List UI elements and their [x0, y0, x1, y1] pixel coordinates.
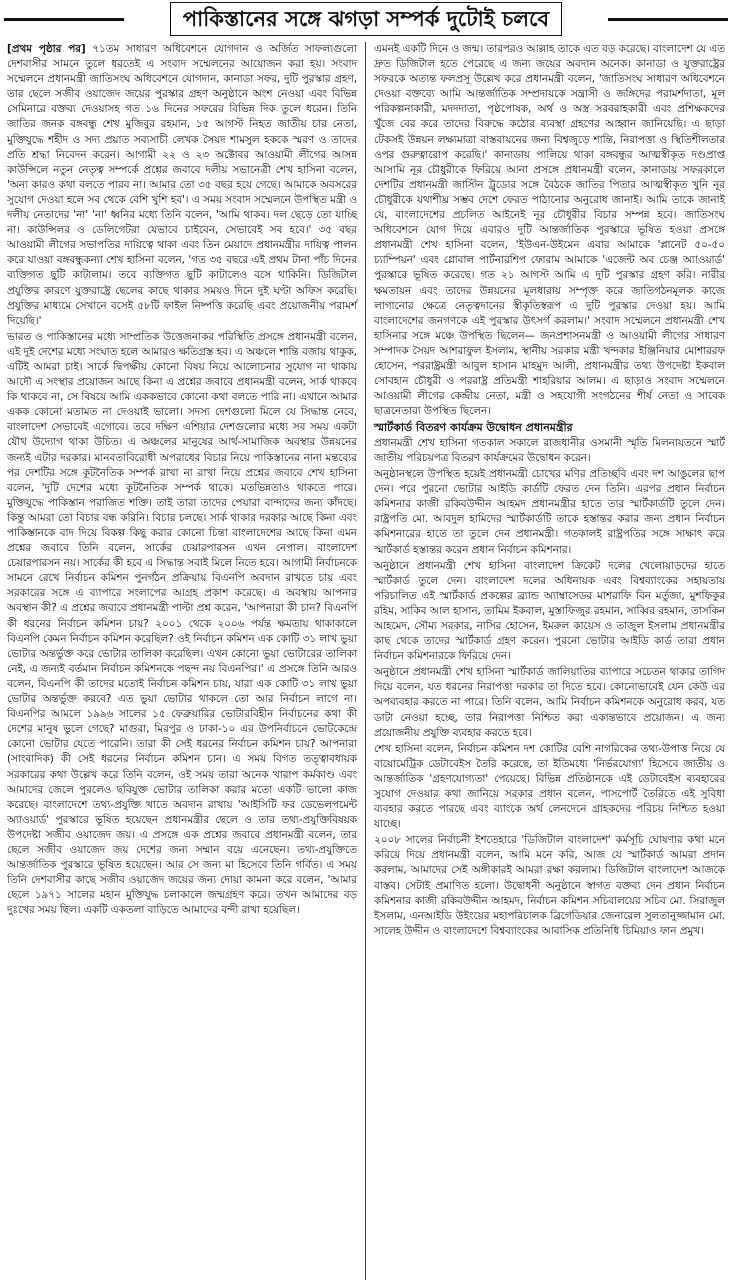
continued-label: [প্রথম পৃষ্ঠার পর]	[7, 43, 86, 55]
right-paragraph-3: অনুষ্ঠানস্থলে উপস্থিত হয়েই প্রধানমন্ত্রী চোখের মণির প্রতিচ্ছবি এবং দশ আঙুলের ছাপ দেন। পরে পুরনো ভোটার আইডি কার্ডটি ফেরত দেন তিনি। এরপর প্রধান নির্বাচন কমিশনার কাজী রকিবউদ্দীন আহমদ প্রধানমন্ত্রীর হাতে তার স্মার্টকার্ডটি তুলে দেন। রাষ্ট্রপতি মো. আবদুল হামিদের স্মার্টকার্ডটি তাকে হস্তান্তর করার জন্য প্রধান নির্বাচন কমিশনারের হাতে তা তুলে দেন প্রধানমন্ত্রী। গতকালই রাষ্ট্রপতির সঙ্গে সাক্ষাৎ করে স্মার্টকার্ড হস্তান্তর করেন প্রধান নির্বাচন কমিশনার।	[374, 468, 725, 556]
headline-rule-left	[4, 18, 124, 21]
left-column	[7, 42, 366, 1280]
left-paragraph-2: ভারত ও পাকিস্তানের মধ্যে সাম্প্রতিক উত্তেজনাকর পরিস্থিতি প্রসঙ্গে প্রধানমন্ত্রী বলেন, এই দুই দেশের মধ্যে সংঘাত হলে আমারও ক্ষতিগ্রস্ত হব। এ অঞ্চলে শান্তি বজায় থাকুক, এটিই আমরা চাই। সার্কে দ্বিপক্ষীয় কোনো বিষয় নিয়ে আলোচনার সুযোগ না থাকায় আদৌ এ সংস্থার প্রয়োজন আছে কিনা এ প্রশ্নের জবাবে প্রধানমন্ত্রী বলেন, সার্ক থাকবে কি থাকবে না, সে বিষয়ে আমি এককভাবে কোনো কথা বলতে পারি না। এখানে আমার একক কোনো মতামত না দেওয়াই ভালো। সদস্য দেশগুলো মিলে যে সিদ্ধান্ত নেবে, বাংলাদেশ সেভাবেই এগোবে। তবে দক্ষিণ এশিয়ার দেশগুলোর মধ্যে সব সময় একটা যৌথ উদ্যোগ থাকা উচিত। এ অঞ্চলের মানুষের আর্থ-সামাজিক অবস্থার উন্নয়নের জন্যই এটার দরকার। মানবতাবিরোধী অপরাধের বিচার নিয়ে পাকিস্তানের নানা মন্তব্যের পর দেশটির সঙ্গে কূটনৈতিক সম্পর্ক রাখা না রাখা নিয়ে প্রশ্নের জবাবে শেখ হাসিনা বলেন, 'দুটি দেশের মধ্যে কূটনৈতিক সম্পর্ক থাকে। মতভিন্নতাও থাকতে পারে। মুক্তিযুদ্ধে পাকিস্তান পরাজিত শক্তি। তাই তারা তাদের পেয়ারা বান্দাদের জন্য কাঁদছে। কিন্তু আমরা তো বিচার বন্ধ করিনি। বিচার চলছে। সার্ক থাকার দরকার আছে কিনা এবং পাকিস্তানকে বাদ দিয়ে বিকল্প কিছু করার কোনো চিন্তা বাংলাদেশের আছে কিনা এমন প্রশ্নের জবাবে তিনি বলেন, সার্কের চেয়ারপারসন এখন নেপাল। বাংলাদেশ চেয়ারপারসন নয়। সার্কের কী হবে এ সিদ্ধান্ত সবাই মিলে নিতে হবে। আগামী নির্বাচনকে সামনে রেখে নির্বাচন কমিশন পুনর্গঠন প্রক্রিয়ায় বিএনপি অবদান রাখতে চায় এবং সরকারের সঙ্গে এ ব্যাপারে সংলাপের আগ্রহ প্রকাশ করেছে। এ অবস্থায় আপনার অবস্থান কী? এ প্রশ্নের জবাবে প্রধানমন্ত্রী পাল্টা প্রশ্ন করেন, 'আপনারা কী চান? বিএনপি কী ধরনের নির্বাচন কমিশন চায়? ২০০১ থেকে ২০০৬ পর্যন্ত ক্ষমতায় থাকাকালে বিএনপি কেমন নির্বাচন কমিশন করেছিল? ওই নির্বাচন কমিশন এক কোটি ৩১ লাখ ভুয়া ভোটার অন্তর্ভুক্ত করে ভোটার তালিকা করেছিল। এখন কোনো ভুয়া ভোটারের তালিকা নেই, এ জন্যই বর্তমান নির্বাচন কমিশনকে পছন্দ নয় বিএনপির।' এ প্রসঙ্গে তিনি আরও বলেন, বিএনপি কী তাদের মতোই নির্বাচন কমিশন চায়, যারা এক কোটি ৩১ লাখ ভুয়া ভোটার অন্তর্ভুক্ত করবে? এত ভুয়া ভোটার থাকলে তো আর নির্বাচন লাগে না। বিএনপির আমলে ১৯৯৬ সালের ১৫ ফেব্রুয়ারির ভোটারবিহীন নির্বাচনের কথা কী দেশের মানুষ ভুলে গেছে? মাগুরা, মিরপুর ও ঢাকা-১০ এর উপনির্বাচনে ভোটকেন্দ্রে কোনো ভোটার যেতে পারেনি। তারা কী সেই ধরনের নির্বাচন কমিশন চায়? আপনারা (সাংবাদিক) কী সেই ধরনের নির্বাচন কমিশন চান। এ সময় বিগত তত্ত্বাবধায়ক সরকারের কথা উল্লেখ করে তিনি বলেন, ওই সময় তারা অনেক খারাপ কর্মকাণ্ড এবং আমাদের জেলে পুরলেও ছবিযুক্ত ভোটার তালিকা করার মতো একটি ভালো কাজ করেছে। বাংলাদেশে তথ্য-প্রযুক্তি খাতে অবদান রাখায় 'আইসিটি ফর ডেভেলপমেন্ট অ্যাওয়ার্ড' পুরস্কারে ভূষিত হয়েছেন প্রধানমন্ত্রীর ছেলে ও তার তথ্য-প্রযুক্তিবিষয়ক উপদেষ্টা সজীব ওয়াজেদ জয়। এ প্রসঙ্গে এক প্রশ্নের জবাবে প্রধানমন্ত্রী বলেন, তার ছেলে সজীব ওয়াজেদ জয় দেশের জন্য সম্মান বয়ে এনেছেন। তথ্য-প্রযুক্তিতে আন্তর্জাতিক পুরস্কারে ভূষিত হয়েছেন। আর সে জন্য মা হিসেবে তিনি গর্বিত। এ সময় তিনি দেশবাসীর কাছে সজীব ওয়াজেদ জয়ের জন্য দোয়া কামনা করে বলেন, 'আমার ছেলে ১৯৭১ সালের মহান মুক্তিযুদ্ধ চলাকালে জন্মগ্রহণ করে। তখন আমাদের বড় দুঃখের সময় ছিল। একটি একতলা বাড়িতে আমাদের বন্দী রাখা হয়েছিল।	[7, 330, 357, 917]
headline-rule-right	[608, 18, 728, 21]
headline-bar	[0, 0, 732, 38]
right-paragraph-5: অনুষ্ঠানে প্রধানমন্ত্রী শেখ হাসিনা স্মার্টকার্ড জালিয়াতির ব্যাপারে সচেতন থাকার তাগিদ দিয়ে বলেন, যত ধরনের নিরাপত্তা দরকার তা দিতে হবে। কোনোভাবেই যেন কেউ এর অপব্যবহার করতে না পারে। তিনি বলেন, আমি নির্বাচন কমিশনকে অনুরোধ করব, যত ডাটা নেওয়া হচ্ছে, তার নিরাপত্তা নিশ্চিত করা একান্তভাবে প্রয়োজন। এ জন্য প্রয়োজনীয় প্রযুক্তি ব্যবহার করতে হবে।	[374, 666, 725, 739]
right-paragraph-6: শেখ হাসিনা বলেন, নির্বাচন কমিশন দশ কোটির বেশি নাগরিকের তথ্য-উপাত্ত নিয়ে যে বায়োমেট্রিক ডেটাবেইস তৈরি করেছে, তা ইতিমধ্যে 'নির্ভরযোগ্য' হিসেবে জাতীয় ও আন্তর্জাতিক 'গ্রহণযোগ্যতা' পেয়েছে। বিভিন্ন প্রতিষ্ঠানকে এই ডেটাবেইস ব্যবহারের সুযোগ দেওয়ার কথা জানিয়ে সরকার প্রধান বলেন, পাসপোর্ট তৈরিতে এই সুবিধা ব্যবহার করতে পারছে এবং ব্যাংকে অর্থ লেনদেনে গ্রাহকদের পরিচয় নিশ্চিত হওয়া যাচ্ছে।	[374, 742, 725, 831]
right-paragraph-1: এমনই একটি দিনে ও জন্ম। তারপরও আল্লাহ তাকে এত বড় করেছে। বাংলাদেশ যে এত দ্রুত ডিজিটাল হতে পেরেছে এ জন্য জয়ের অবদান অনেক। কানাডা ও যুক্তরাষ্ট্রের সফরকে অত্যন্ত ফলপ্রসূ উল্লেখ করে প্রধানমন্ত্রী বলেন, 'জাতিসংঘ সাধারণ অধিবেশনে দেওয়া বক্তব্যে আমি আন্তর্জাতিক সম্প্রদায়কে সন্ত্রাসী ও জঙ্গিদের পরামর্শদাতা, মূল পরিকল্পনাকারী, মদদদাতা, পৃষ্ঠপোষক, অর্থ ও অস্ত্র সরবরাহকারী এবং প্রশিক্ষকদের খুঁজে বের করে তাদের বিরুদ্ধে কঠোর ব্যবস্থা গ্রহণের আহ্বান জানিয়েছি। এ ছাড়া টেকসই উন্নয়ন লক্ষ্যমাত্রা বাস্তবায়নের জন্য বিশ্বজুড়ে শান্তি, নিরাপত্তা ও স্থিতিশীলতার ওপর গুরুত্বারোপ করেছি।' কানাডায় পালিয়ে থাকা বঙ্গবন্ধুর আত্মস্বীকৃত দণ্ডপ্রাপ্ত আসামি নূর চৌধুরীকে ফিরিয়ে আনা প্রসঙ্গে প্রধানমন্ত্রী বলেন, কানাডায় সফরকালে দেশটির প্রধানমন্ত্রী জাস্টিন ট্রুডোর সঙ্গে বৈঠকে জাতির পিতার আত্মস্বীকৃত খুনি নূর চৌধুরীকে যথাশীঘ্র সম্ভব দেশে ফেরত পাঠানোর অনুরোধ জানাই। আমি তাকে জানাই যে, বাংলাদেশের প্রচলিত আইনেই নূর চৌধুরীর বিচার সম্পন্ন হবে। জাতিসংঘ অধিবেশনে যোগ দিয়ে এবারও দুটি আন্তর্জাতিক পুরস্কারে ভূষিত হওয়া প্রসঙ্গে প্রধানমন্ত্রী শেখ হাসিনা বলেন, 'ইউএন-উইমেন এবার আমাকে 'প্লানেট ৫০-৫০ চ্যাম্পিয়ন' এবং গ্লোবাল পার্টনারশিপ ফোরাম আমাকে 'এজেন্ট অব চেঞ্জ অ্যাওয়ার্ড' পুরস্কারে ভূষিত করেছে। গত ২১ আগস্ট আমি এ দুটি পুরস্কার গ্রহণ করি। নারীর ক্ষমতায়ন এবং তাদের উন্নয়নের মূলধারায় সম্পৃক্ত করে জাতিগঠনমূলক কাজে লাগানোর ক্ষেত্রে নেতৃত্বদানের স্বীকৃতিস্বরূপ এ দুটি পুরস্কার দেওয়া হয়। আমি বাংলাদেশের জনগণকে এই পুরস্কার উৎসর্গ করলাম।' সংবাদ সম্মেলনে প্রধানমন্ত্রী শেখ হাসিনার সঙ্গে মঞ্চে উপস্থিত ছিলেন— জনপ্রশাসনমন্ত্রী ও আওয়ামী লীগের সাধারণ সম্পাদক সৈয়দ আশরাফুল ইসলাম, স্থানীয় সরকার মন্ত্রী খন্দকার ইঞ্জিনিয়ার মোশাররফ হোসেন, পররাষ্ট্রমন্ত্রী আবুল হাসান মাহমুদ আলী, প্রধানমন্ত্রীর তথ্য উপদেষ্টা ইকবাল সোবহান চৌধুরী ও পররাষ্ট্র প্রতিমন্ত্রী শাহরিয়ার আলম। এ ছাড়াও সংবাদ সম্মেলনে আওয়ামী লীগের কেন্দ্রীয় নেতা, মন্ত্রী ও সহযোগী সংগঠনের শীর্ষ নেতা ও সাবেক ছাত্রনেতারা উপস্থিত ছিলেন।	[374, 43, 725, 418]
left-paragraph-1	[7, 42, 357, 329]
headline: পাকিস্তানের সঙ্গে ঝগড়া সম্পর্ক দুটোই চলবে	[170, 2, 562, 36]
section-subhead: স্মার্টকার্ড বিতরণ কার্যক্রম উদ্বোধন প্রধানমন্ত্রীর	[374, 421, 573, 435]
right-paragraph-2: প্রধানমন্ত্রী শেখ হাসিনা গতকাল সকালে রাজধানীর ওসমানী স্মৃতি মিলনায়তনে স্মার্ট জাতীয় পরিচয়পত্র বিতরণ কার্যক্রমের উদ্বোধন করেন।	[374, 436, 725, 464]
right-column	[366, 42, 725, 1280]
article-columns	[7, 42, 725, 1280]
right-paragraph-7: ২০০৮ সালের নির্বাচনী ইশতেহারে 'ডিজিটাল বাংলাদেশ' কর্মসূচি ঘোষণার কথা মনে করিয়ে দিয়ে প্রধানমন্ত্রী বলেন, আমি মনে করি, আজ যে স্মার্টকার্ড আমরা প্রদান করলাম, আমাদের সেই অঙ্গীকারই আমরা রক্ষা করলাম। ডিজিটাল বাংলাদেশ আজকে বাস্তব। সেটাই প্রমাণিত হলো। উদ্বোধনী অনুষ্ঠানে স্বাগত বক্তব্য দেন প্রধান নির্বাচন কমিশনার কাজী রকিবউদ্দীন আহমদ, নির্বাচন কমিশন সচিবালয়ের সচিব মো. সিরাজুল ইসলাম, এনআইডি উইংয়ের মহাপরিচালক ব্রিগেডিয়ার জেনারেল সুলতানুজ্জামান মো. সালেহ উদ্দীন ও বাংলাদেশে বিশ্বব্যাংকের আবাসিক প্রতিনিধি চিমিয়াও ফান প্রমুখ।	[374, 834, 725, 937]
right-paragraph-4: অনুষ্ঠানে প্রধানমন্ত্রী শেখ হাসিনা বাংলাদেশ ক্রিকেট দলের খেলোয়াড়দের হাতে স্মার্টকার্ড তুলে দেন। বাংলাদেশ দলের অধিনায়ক এবং বিশ্বব্যাংকের সহায়তায় পরিচালিত এই স্মার্টকার্ড প্রকল্পের ব্র্যান্ড অ্যাম্বাসেডর মাশরাফি বিন মর্তুজা, মুশফিকুর রহিম, সাকিব আল হাসান, তামিম ইকবাল, মুস্তাফিজুর রহমান, সাব্বির রহমান, তাসকিন আহমেদ, সৌম্য সরকার, নাসির হোসেন, ইমরুল কায়েস ও তাজুল ইসলাম প্রধানমন্ত্রীর কাছ থেকে তাদের স্মার্টকার্ড গ্রহণ করেন। পুরনো ভোটার আইডি কার্ড তারা প্রধান নির্বাচন কমিশনারকে ফিরিয়ে দেন।	[374, 559, 725, 663]
left-paragraph-1-text: ৭১তম সাধারণ অধিবেশনে যোগদান ও অর্জিত সাফল্যগুলো দেশবাসীর সামনে তুলে ধরতেই এ সংবাদ সম্মেলনের আয়োজন করা হয়। সংবাদ সম্মেলনে প্রধানমন্ত্রী জাতিসংঘ অধিবেশনে যোগদান, কানাডা সফর, দুটি পুরস্কার গ্রহণ, তার ছেলে সজীব ওয়াজেদ জয়ের পুরস্কার গ্রহণ অনুষ্ঠানে অংশ নেওয়া এবং বিভিন্ন সেমিনারে বক্তব্য দেওয়াসহ গত ১৬ দিনের সফরের বিভিন্ন দিক তুলে ধরেন। তিনি জাতির জনক বঙ্গবন্ধু শেখ মুজিবুর রহমান, ১৫ আগস্ট নিহত জাতীয় চার নেতা, মুক্তিযুদ্ধে শহীদ ও সদ্য প্রয়াত সব্যসাচী লেখক সৈয়দ শামসুল হককে স্মরণ ও তাদের প্রতি শ্রদ্ধা নিবেদন করেন। আগামী ২২ ও ২৩ অক্টোবর আওয়ামী লীগের আসন্ন কাউন্সিলে নতুন নেতৃত্ব সম্পর্কে প্রশ্নের জবাবে দলীয় সভানেত্রী শেখ হাসিনা বলেন, 'অন্য কারও কথা বলতে পারব না। আমার তো ৩৫ বছর হয়ে গেছে। আমাকে অবসরের সুযোগ দেওয়া হলে সব থেকে বেশি খুশি হব'। এ সময় সংবাদ সম্মেলনে উপস্থিত মন্ত্রী ও দলীয় নেতাদের 'না' 'না' ধ্বনির মধ্যে তিনি বলেন, 'আমি থাকব। দল ছেড়ে তো যাচ্ছি না। কাউন্সিলর ও ডেলিগেটরা যেভাবে চাইবেন, সেভাবেই সব হবে।' ৩৫ বছর আওয়ামী লীগের সভাপতির দায়িত্বে থাকা এবং তিন মেয়াদে প্রধানমন্ত্রীর দায়িত্ব পালন করে যাওয়া বঙ্গবন্ধুকন্যা শেখ হাসিনা বলেন, 'গত ৩৫ বছরে এই প্রথম টানা পাঁচ দিনের ব্যক্তিগত ছুটি কাটালাম। তবে ব্যক্তিগত ছুটি কাটালেও বসে থাকিনি। ডিজিটাল প্রযুক্তির কারণে যুক্তরাষ্ট্রে ছেলের কাছে থাকার সময়ও দিনে দুই ঘণ্টা অফিস করেছি। প্রযুক্তির মাধ্যমে সেখানে বসেই ৫৮টি ফাইল নিষ্পত্তি করেছি এবং প্রয়োজনীয় পরামর্শ দিয়েছি।'	[7, 43, 357, 327]
